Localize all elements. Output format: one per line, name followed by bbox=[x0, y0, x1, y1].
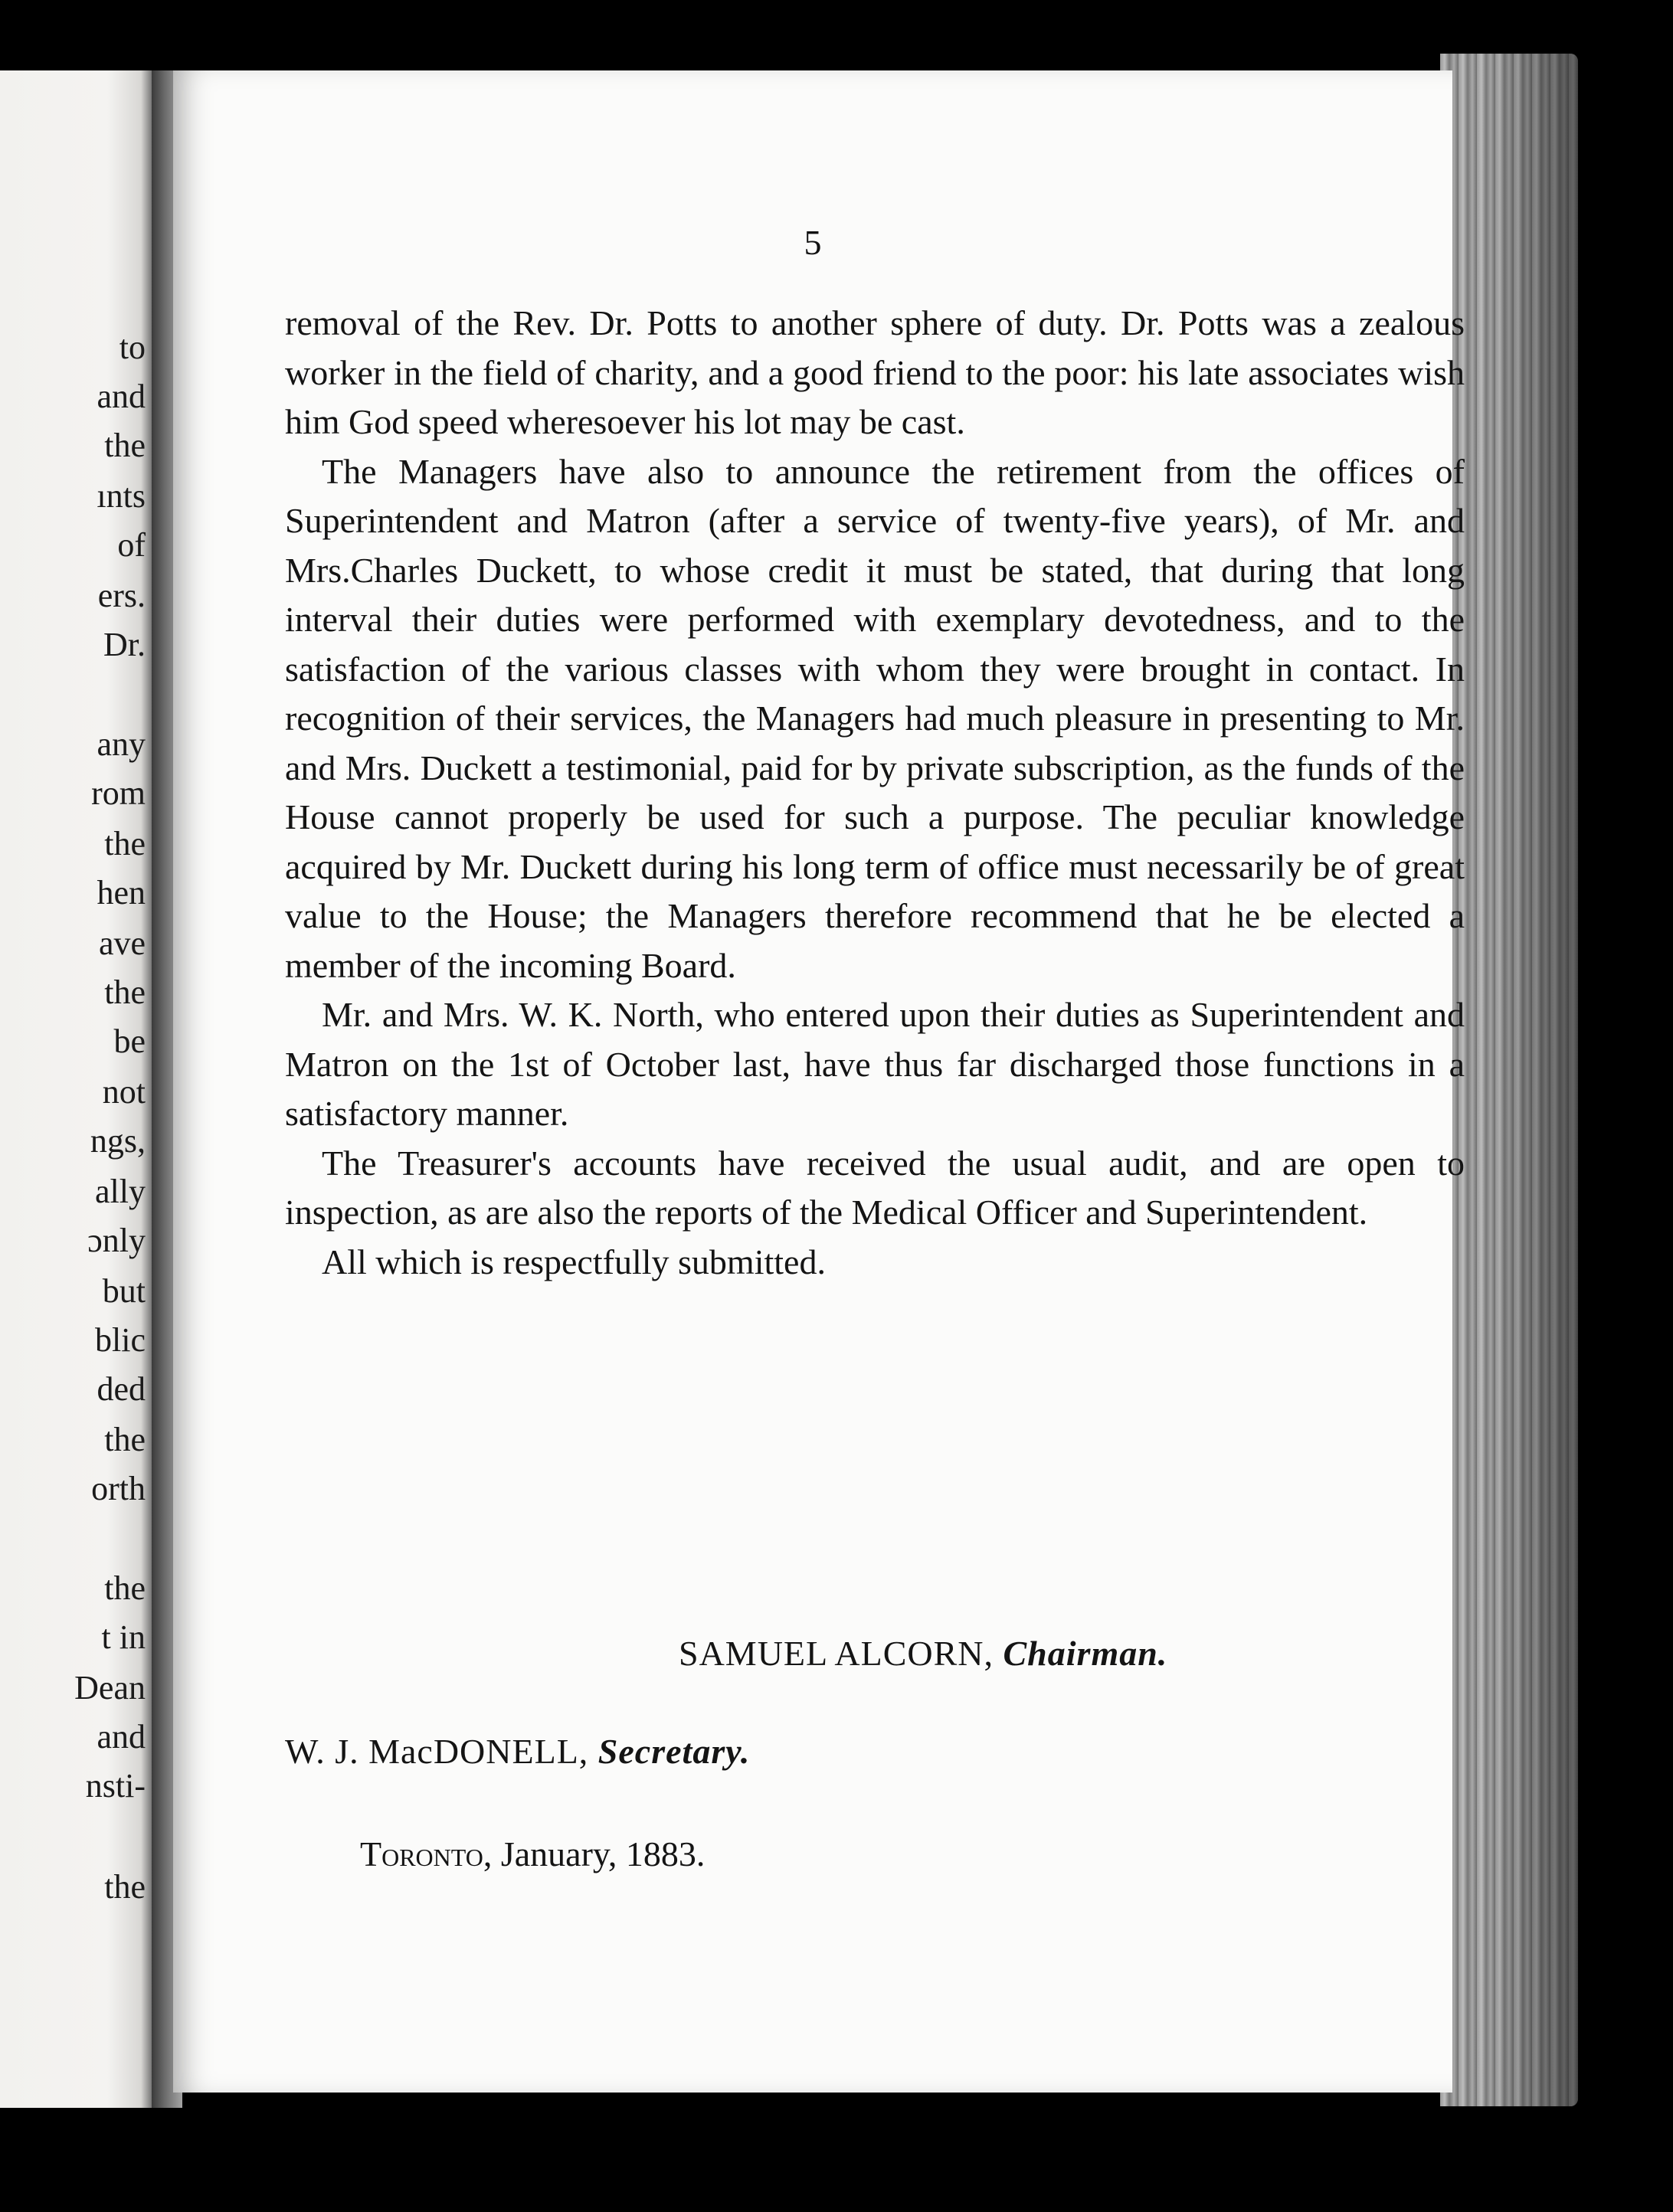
dateline-date: January, 1883. bbox=[500, 1834, 706, 1873]
left-page-fragment: any bbox=[97, 725, 146, 763]
left-page-fragment: not bbox=[102, 1073, 146, 1111]
left-page-fragment: the bbox=[104, 1569, 146, 1607]
left-page-fragment: ers. bbox=[97, 577, 146, 614]
chairman-name: SAMUEL ALCORN, bbox=[679, 1634, 994, 1673]
chairman-title: Chairman. bbox=[1003, 1634, 1168, 1673]
left-page-fragment: orth bbox=[91, 1470, 146, 1507]
left-page-fragment: Dean bbox=[74, 1669, 146, 1706]
paragraph: removal of the Rev. Dr. Potts to another sphere of duty. Dr. Potts was a zealous worker in the field of charity, and a good friend to the poor: his late associates wish him God speed wheresoever his lot may be cast. bbox=[285, 303, 1465, 441]
left-page-fragment: and bbox=[97, 1718, 146, 1756]
left-page-fragment: the bbox=[104, 1421, 146, 1458]
left-page-fragment: blic bbox=[95, 1321, 146, 1359]
left-page-fragment: to bbox=[119, 329, 146, 366]
paragraph: The Treasurer's accounts have received the usual audit, and are open to inspection, as are also the reports of the Medical Officer and Superintendent. bbox=[285, 1143, 1465, 1232]
left-page-fragment: rom bbox=[91, 774, 146, 812]
left-page-fragment: hen bbox=[97, 874, 146, 911]
left-facing-page bbox=[0, 70, 153, 2108]
left-page-fragment: the bbox=[104, 825, 146, 862]
page-number: 5 bbox=[804, 223, 822, 262]
main-page bbox=[173, 70, 1465, 2093]
secretary-title: Secretary. bbox=[598, 1732, 751, 1771]
left-page-fragment: the bbox=[104, 973, 146, 1011]
secretary-name: W. J. MacDONELL, bbox=[285, 1732, 589, 1771]
secretary-signature bbox=[285, 1731, 750, 1772]
paragraph: Mr. and Mrs. W. K. North, who entered upon their duties as Superintendent and Matron on the 1st of October last, have thus far discharged those functions in a satisfactory manner. bbox=[285, 995, 1465, 1133]
chairman-signature bbox=[679, 1633, 1167, 1674]
paragraph: The Managers have also to announce the retirement from the offices of Superintendent and Matron (after a service of twenty-five years), of Mr. and Mrs.Charles Duckett, to whose credit it must be stated, that during that long interval their duties were performed with exemplary devotedness, and to the satisfaction of the various classes with whom they were brought in contact. In recognition of their services, the Managers had much pleasure in presenting to Mr. and Mrs. Duckett a testimonial, paid for by private subscription, as the funds of the House cannot properly be used for such a purpose. The peculiar knowledge acquired by Mr. Duckett during his long term of office must necessarily be of great value to the House; the Managers therefore recommend that he be elected a member of the incoming Board. bbox=[285, 451, 1465, 985]
left-page-fragment: the bbox=[104, 1868, 146, 1906]
dateline-place: Toronto, bbox=[360, 1834, 493, 1873]
dateline bbox=[360, 1834, 705, 1874]
left-page-fragment: ave bbox=[98, 924, 146, 962]
left-page-fragment: t in bbox=[101, 1618, 146, 1656]
left-page-fragment: the bbox=[104, 427, 146, 464]
left-page-fragment: ngs, bbox=[90, 1122, 146, 1160]
paragraph: All which is respectfully submitted. bbox=[322, 1242, 826, 1281]
left-page-fragment: of bbox=[117, 526, 146, 564]
left-page-fragment: be bbox=[113, 1023, 146, 1060]
left-page-fragment: nsti- bbox=[85, 1767, 146, 1805]
left-page-fragment: but bbox=[102, 1272, 146, 1310]
body-text bbox=[285, 299, 1465, 1287]
left-page-fragment: ally bbox=[95, 1173, 146, 1210]
left-page-fragment: ınts bbox=[97, 477, 146, 515]
left-page-fragment: Dr. bbox=[103, 626, 146, 663]
left-page-fragment: ɔnly bbox=[87, 1222, 146, 1259]
left-page-fragment: and bbox=[97, 378, 146, 415]
left-page-fragment: ded bbox=[97, 1370, 146, 1408]
